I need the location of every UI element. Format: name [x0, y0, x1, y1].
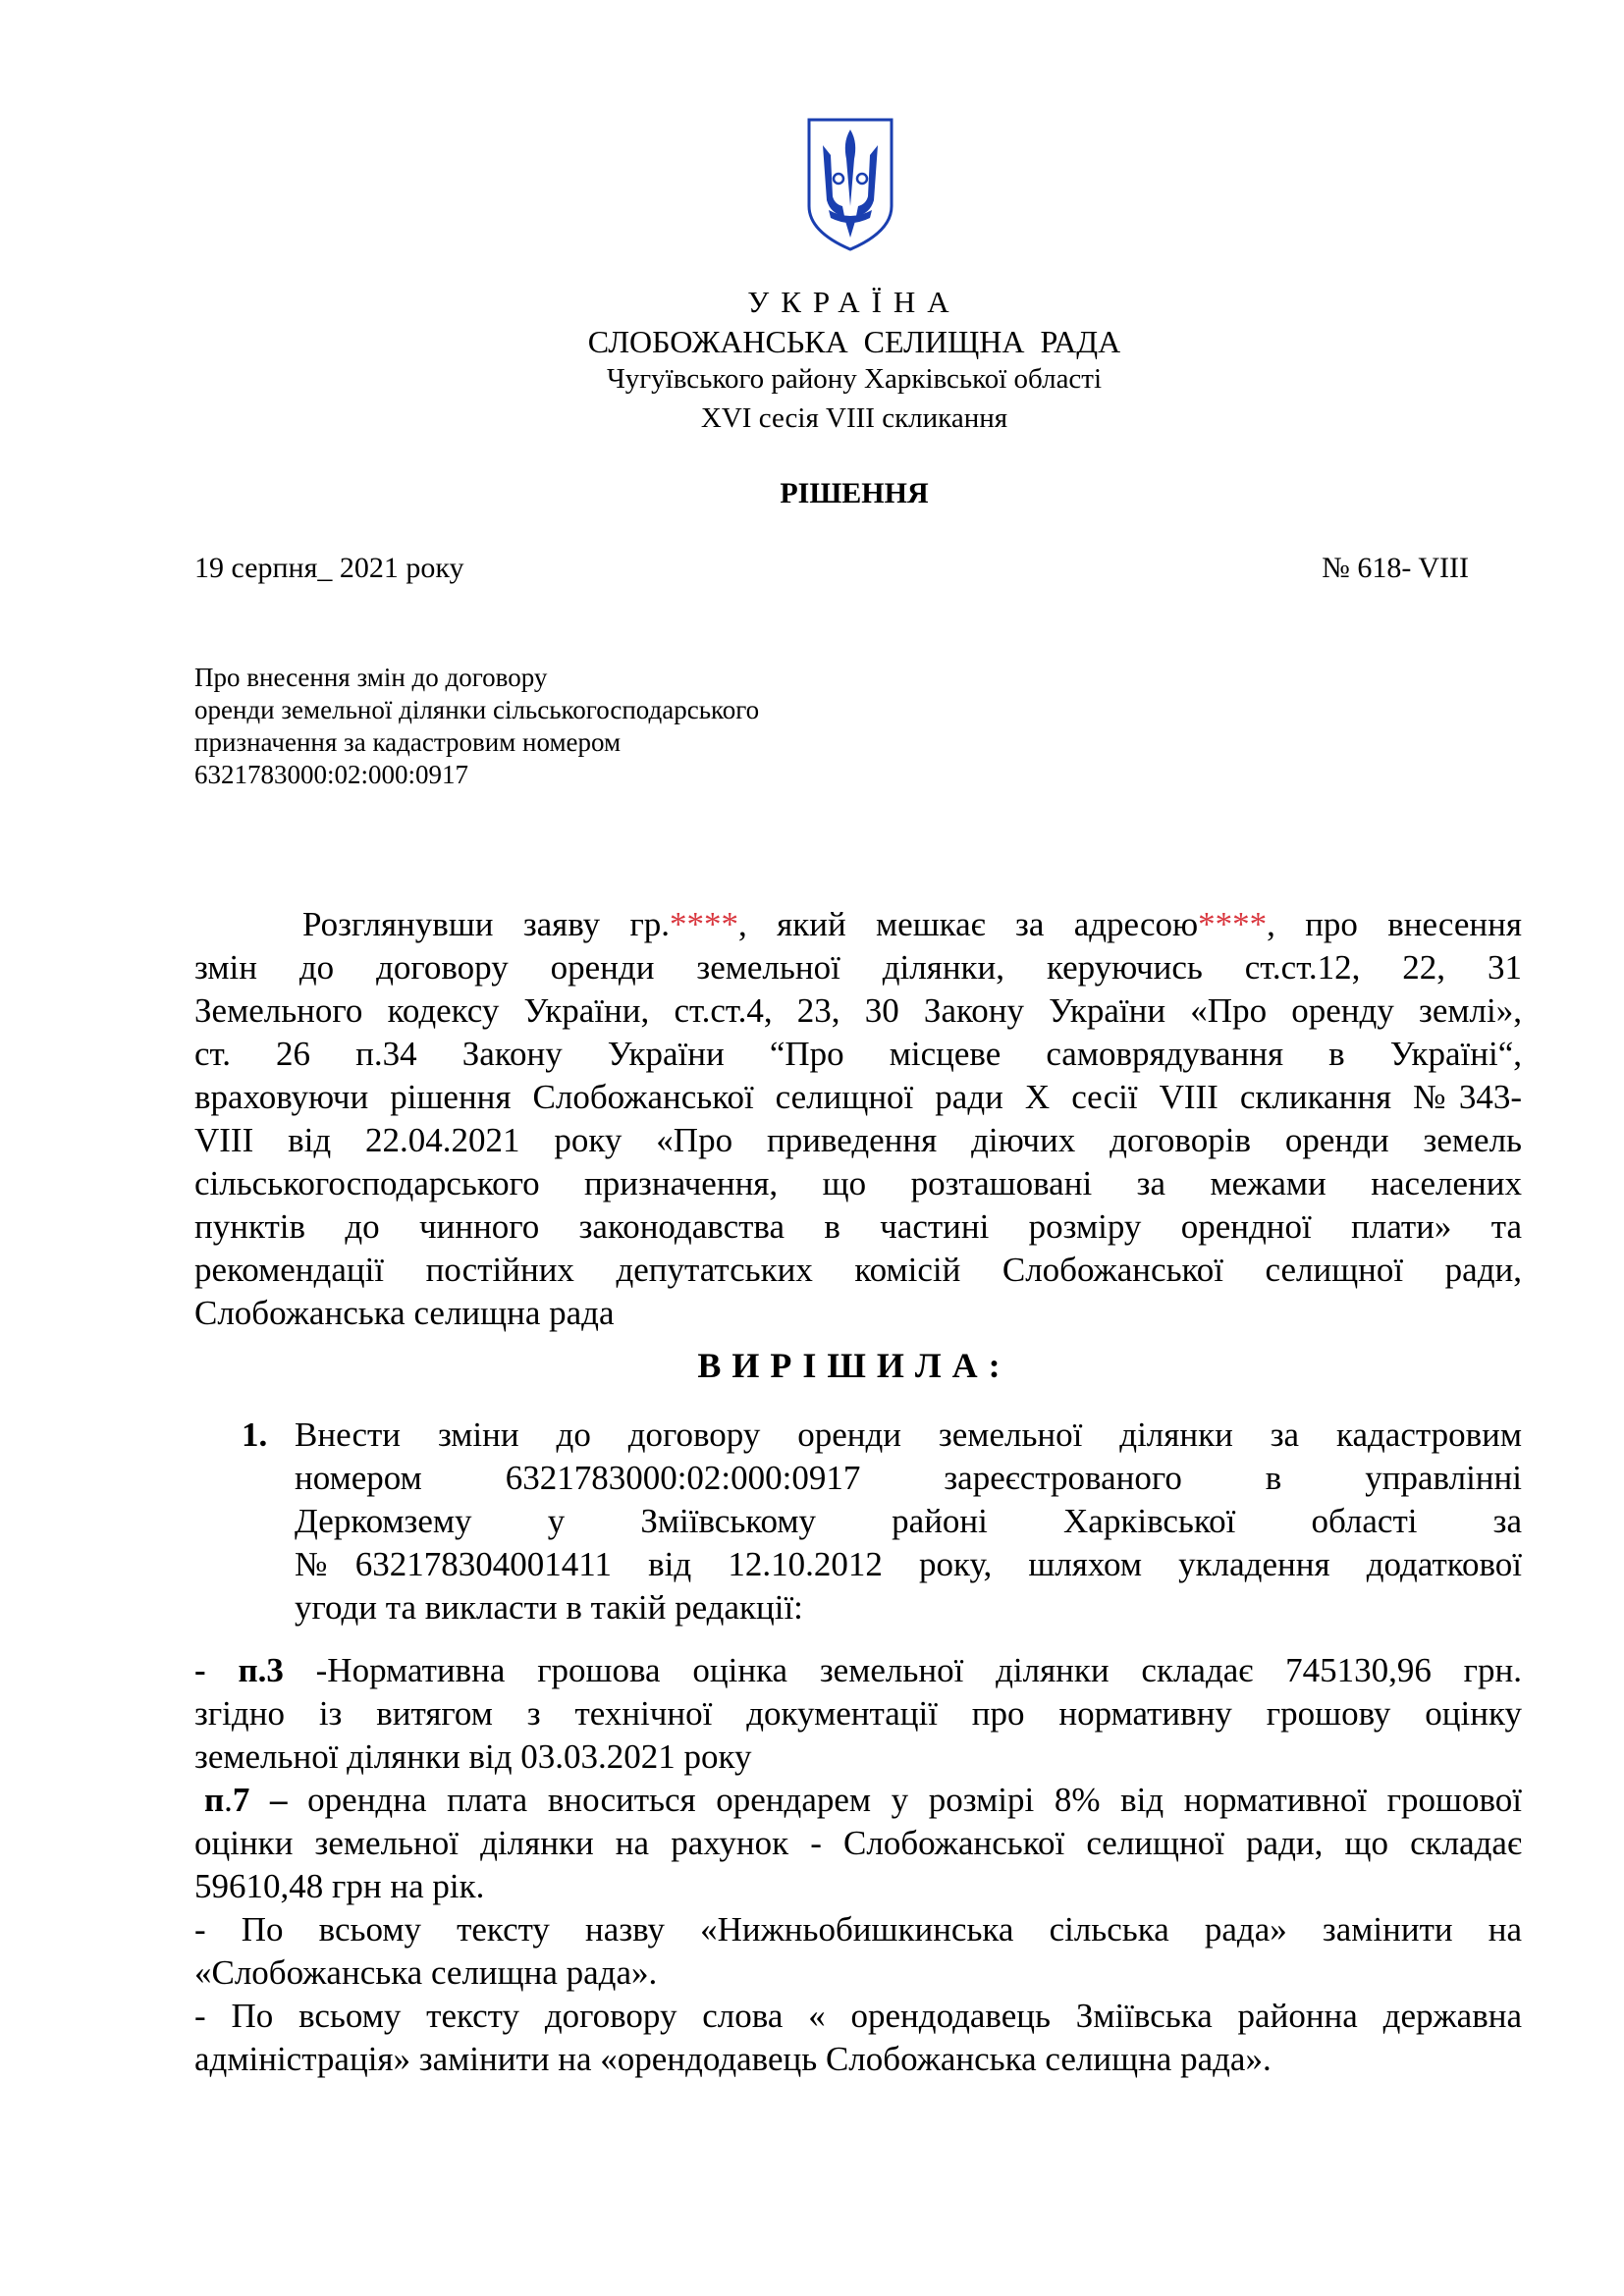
decided-heading: ВИРІШИЛА:	[697, 1346, 1011, 1385]
preamble-paragraph	[194, 903, 1522, 1335]
preamble-text: , який мешкає за адресою	[738, 905, 1199, 943]
point-7-label-b: 7 –	[232, 1781, 288, 1819]
point-7-line: 59610,48 грн на рік.	[194, 1867, 485, 1905]
header-district: Чугуївського району Харківської області	[606, 363, 1103, 395]
point-7-label-dot: .	[224, 1781, 233, 1819]
header-session: XVI сесія VIII скликання	[700, 402, 1008, 434]
preamble-line: Земельного кодексу України, ст.ст.4, 23, 30 Закону України «Про оренду землі»,	[194, 991, 1522, 1030]
dateline	[194, 552, 1469, 585]
point-7-label-a: п	[204, 1781, 225, 1819]
point-7-line	[194, 1779, 1522, 1822]
amendment-points	[194, 1649, 1522, 2081]
masked-address: ****	[1198, 905, 1268, 943]
replacement-2-line: - По всьому тексту договору слова « орендодавець Зміївська районна державна	[194, 1997, 1522, 2035]
point-3-text: -Нормативна грошова оцінка земельної ділянки складає 745130,96 грн.	[283, 1651, 1522, 1689]
item-line: Внести зміни до договору оренди земельної ділянки за кадастровим	[295, 1415, 1522, 1454]
subject-line: оренди земельної ділянки сільськогосподарського	[194, 695, 760, 724]
masked-name: ****	[670, 905, 739, 943]
point-3-line: згідно із витягом з технічної документації про нормативну грошову оцінку	[194, 1694, 1522, 1733]
point-3-line: земельної ділянки від 03.03.2021 року	[194, 1737, 752, 1776]
replacement-1-line: «Слобожанська селищна рада».	[194, 1953, 658, 1992]
replacement-2-line: адміністрація» замінити на «орендодавець Слобожанська селищна рада».	[194, 2040, 1272, 2078]
preamble-line: Слобожанська селищна рада	[194, 1294, 615, 1332]
preamble-line: враховуючи рішення Слобожанської селищної ради X сесії VIII скликання №343-	[194, 1078, 1522, 1116]
decision-subject	[194, 662, 1078, 791]
preamble-line: ст. 26 п.34 Закону України “Про місцеве самоврядування в Україні“,	[194, 1035, 1522, 1073]
preamble-line: VIII від 22.04.2021 року «Про приведення діючих договорів оренди земель	[194, 1121, 1522, 1159]
subject-line: призначення за кадастровим номером	[194, 727, 622, 757]
decision-number: № 618- VIII	[1322, 552, 1469, 584]
item-text	[295, 1414, 1522, 1629]
point-3-label: - п.3	[194, 1651, 284, 1689]
preamble-line	[194, 903, 1522, 946]
preamble-line: сільськогосподарського призначення, що розташовані за межами населених	[194, 1164, 1522, 1202]
decision-date: 19 серпня_ 2021 року	[194, 552, 464, 584]
header-council: СЛОБОЖАНСЬКА СЕЛИЩНА РАДА	[587, 324, 1121, 359]
preamble-line: пунктів до чинного законодавства в частині розміру орендної плати» та	[194, 1207, 1522, 1246]
subject-line: Про внесення змін до договору	[194, 663, 548, 692]
point-7-text: орендна плата вноситься орендарем у розмірі 8% від нормативної грошової	[287, 1781, 1522, 1819]
item-line: угоди та викласти в такій редакції:	[295, 1588, 803, 1627]
coat-of-arms-icon	[805, 116, 895, 253]
item-line: №632178304001411 від 12.10.2012 року, шляхом укладення додаткової	[295, 1545, 1522, 1583]
item-number: 1.	[242, 1415, 268, 1454]
decision-item-1	[244, 1414, 1522, 1629]
point-7-line: оцінки земельної ділянки на рахунок - Слобожанської селищної ради, що складає	[194, 1824, 1522, 1862]
item-line: номером 6321783000:02:000:0917 зареєстрованого в управлінні	[295, 1459, 1522, 1497]
replacement-1-line: - По всьому тексту назву «Нижньобишкинська сільська рада» замінити на	[194, 1910, 1522, 1949]
preamble-line: рекомендації постійних депутатських комісій Слобожанської селищної ради,	[194, 1251, 1522, 1289]
preamble-text: , про внесення	[1267, 905, 1522, 943]
subject-line: 6321783000:02:000:0917	[194, 760, 469, 789]
preamble-line: змін до договору оренди земельної ділянки, керуючись ст.ст.12, 22, 31	[194, 948, 1522, 987]
item-line: Деркомзему у Зміївському районі Харківської області за	[295, 1502, 1522, 1540]
document-title: РІШЕННЯ	[780, 477, 929, 509]
preamble-text: Розглянувши заяву гр.	[302, 905, 671, 943]
point-3-line	[194, 1649, 1522, 1692]
header-country: УКРАЇНА	[747, 285, 961, 319]
